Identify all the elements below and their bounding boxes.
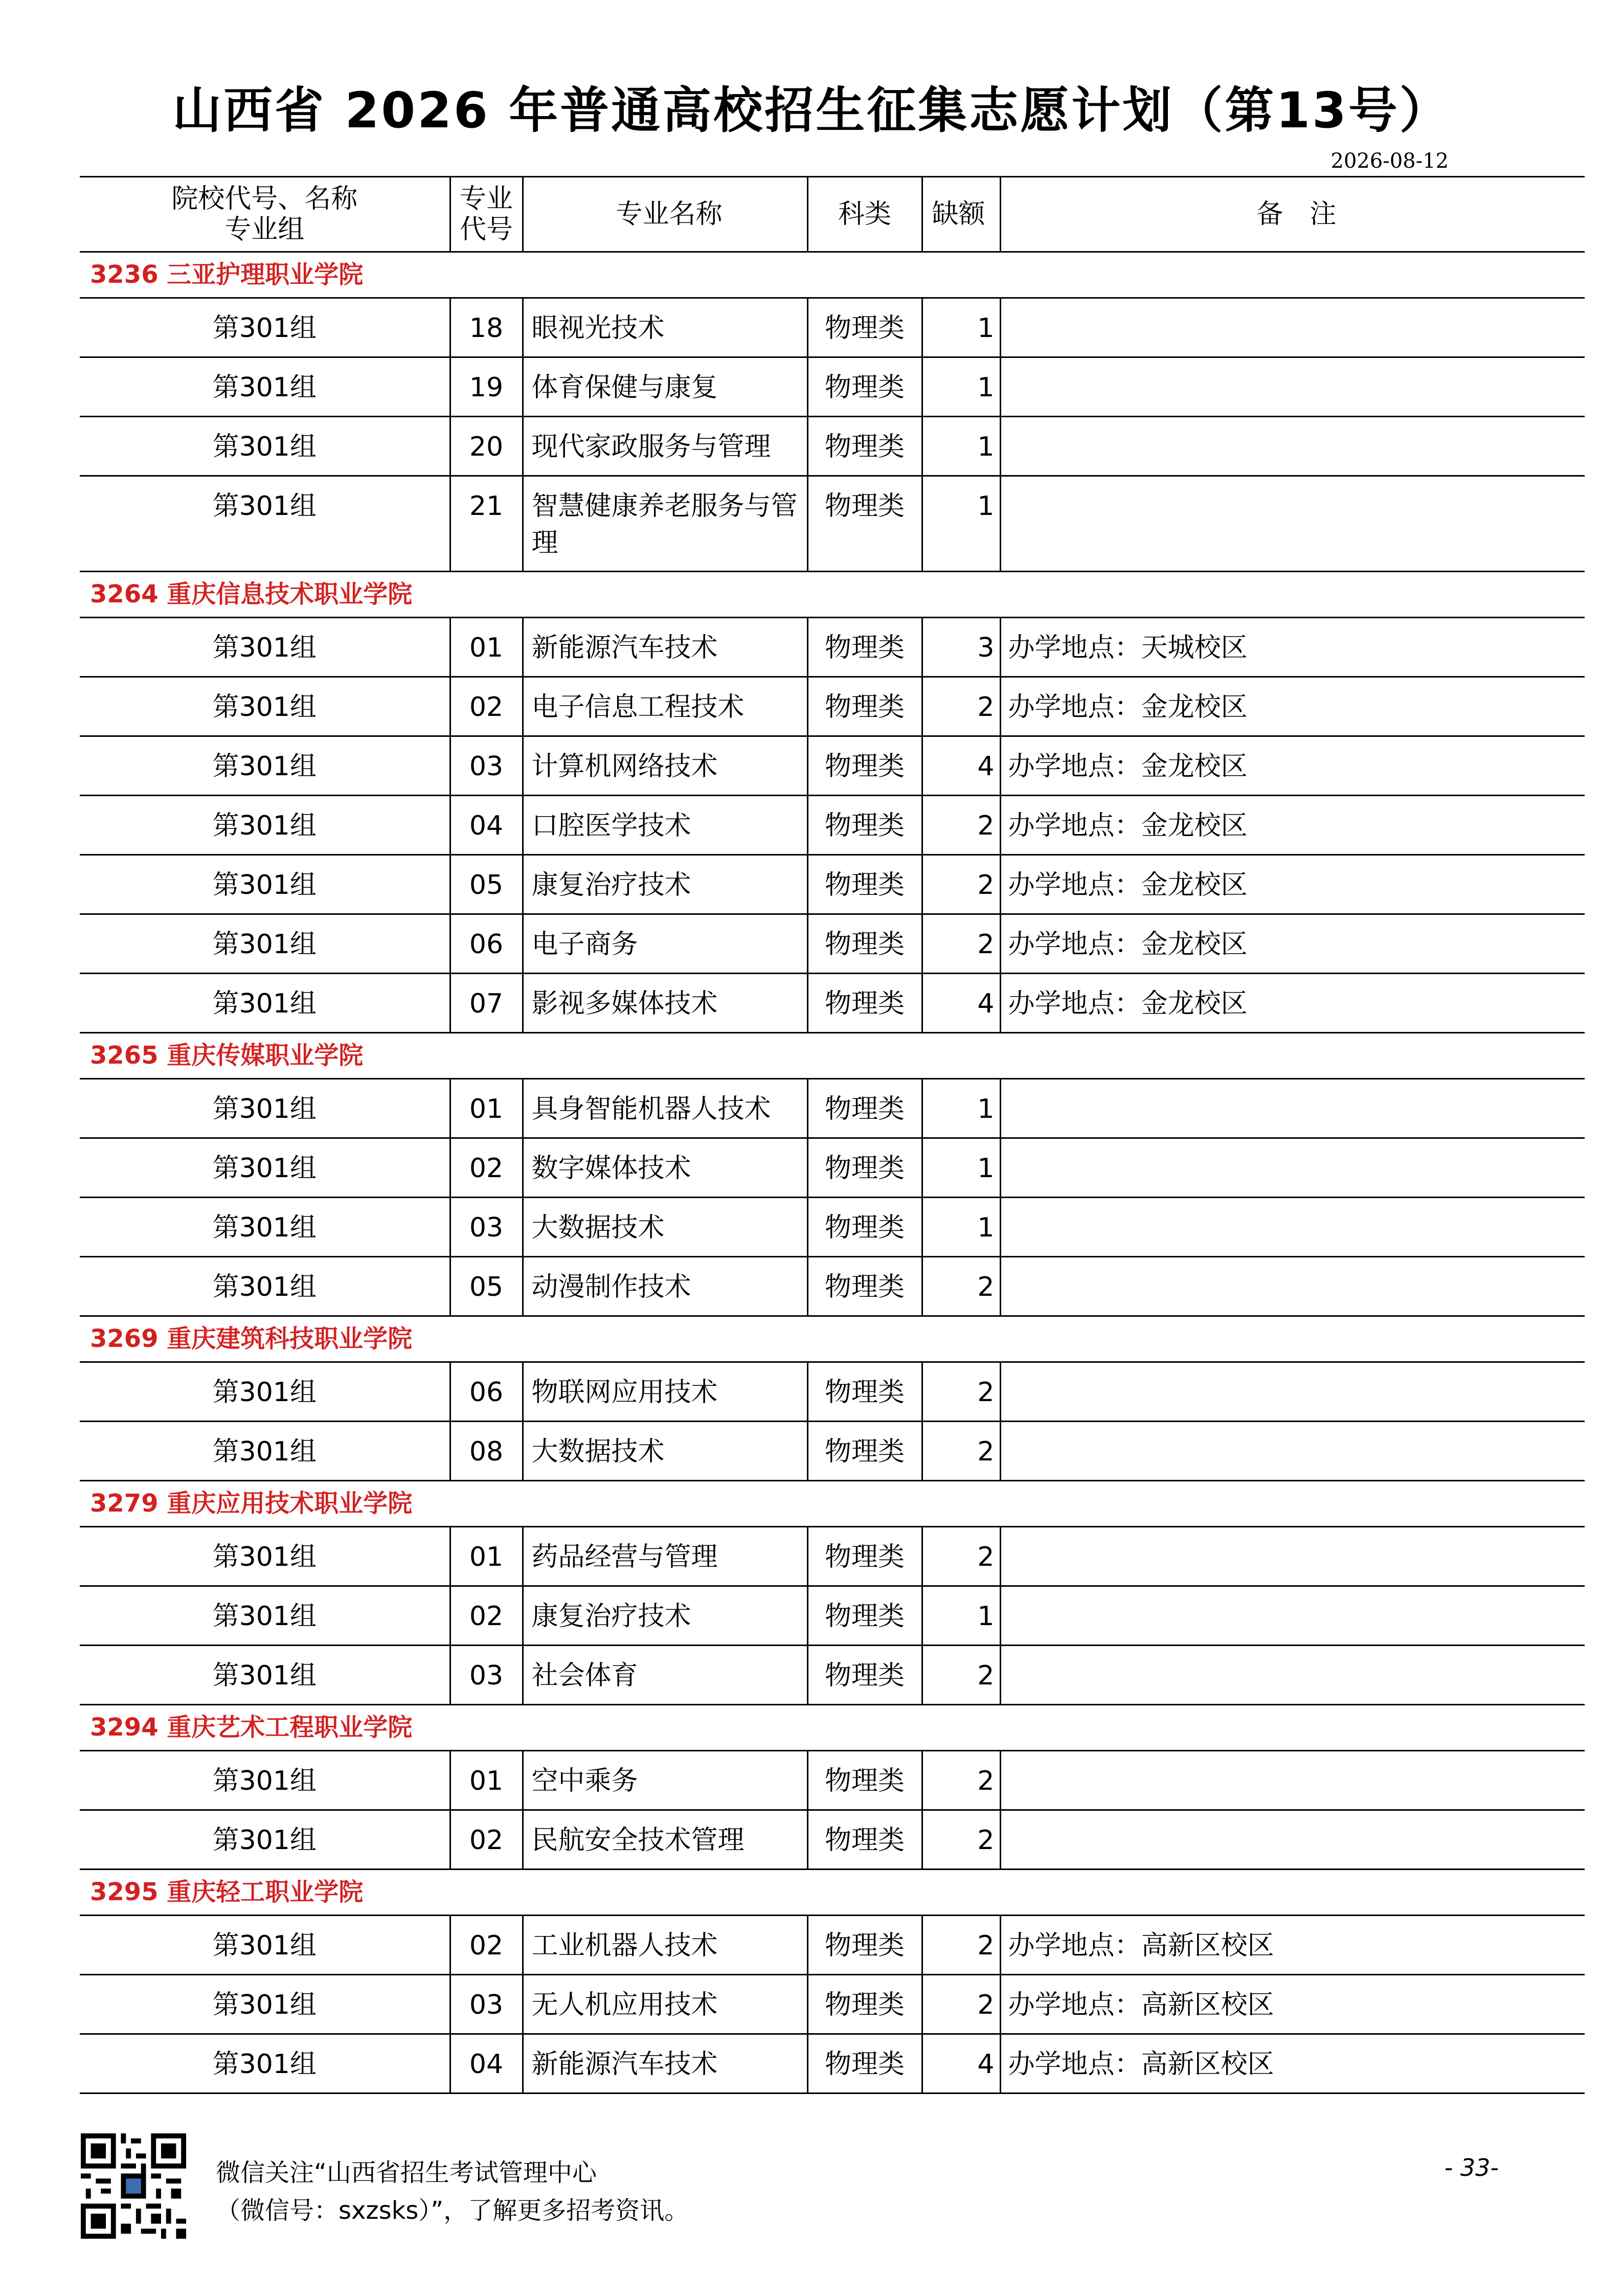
school-name: 3265 重庆传媒职业学院 (80, 1033, 1585, 1079)
cell-group: 第301组 (80, 1079, 450, 1138)
cell-code: 08 (450, 1422, 523, 1481)
cell-major: 动漫制作技术 (523, 1257, 807, 1316)
cell-category: 物理类 (807, 1646, 922, 1705)
cell-note (1000, 298, 1585, 357)
cell-code: 07 (450, 974, 523, 1033)
cell-major: 智慧健康养老服务与管理 (523, 476, 807, 572)
school-row (80, 572, 1585, 618)
cell-note (1000, 1527, 1585, 1586)
cell-note: 办学地点：金龙校区 (1000, 855, 1585, 914)
table-row (80, 736, 1585, 796)
cell-major: 体育保健与康复 (523, 357, 807, 417)
table-row (80, 855, 1585, 914)
table-row (80, 2034, 1585, 2094)
cell-category: 物理类 (807, 1916, 922, 1975)
cell-group: 第301组 (80, 1810, 450, 1870)
cell-code: 06 (450, 914, 523, 974)
cell-group: 第301组 (80, 476, 450, 572)
school-row (80, 1481, 1585, 1527)
cell-group: 第301组 (80, 1586, 450, 1646)
cell-major: 现代家政服务与管理 (523, 417, 807, 476)
table-row (80, 796, 1585, 855)
cell-category: 物理类 (807, 357, 922, 417)
cell-quota: 2 (922, 1751, 1000, 1810)
cell-quota: 2 (922, 1975, 1000, 2034)
school-name: 3279 重庆应用技术职业学院 (80, 1481, 1585, 1527)
cell-group: 第301组 (80, 1257, 450, 1316)
cell-group: 第301组 (80, 1422, 450, 1481)
cell-group: 第301组 (80, 1646, 450, 1705)
cell-group: 第301组 (80, 677, 450, 736)
table-row (80, 1138, 1585, 1198)
cell-quota: 1 (922, 1586, 1000, 1646)
cell-major: 口腔医学技术 (523, 796, 807, 855)
cell-note: 办学地点：金龙校区 (1000, 677, 1585, 736)
cell-note (1000, 1257, 1585, 1316)
cell-category: 物理类 (807, 1810, 922, 1870)
cell-quota: 2 (922, 914, 1000, 974)
cell-code: 03 (450, 1198, 523, 1257)
cell-category: 物理类 (807, 1198, 922, 1257)
cell-quota: 2 (922, 1810, 1000, 1870)
cell-note: 办学地点：高新区校区 (1000, 1975, 1585, 2034)
cell-code: 03 (450, 736, 523, 796)
table-row (80, 1810, 1585, 1870)
cell-code: 05 (450, 1257, 523, 1316)
cell-category: 物理类 (807, 1422, 922, 1481)
cell-quota: 1 (922, 357, 1000, 417)
cell-category: 物理类 (807, 1586, 922, 1646)
cell-major: 空中乘务 (523, 1751, 807, 1810)
cell-major: 无人机应用技术 (523, 1975, 807, 2034)
cell-category: 物理类 (807, 476, 922, 572)
table-row (80, 1257, 1585, 1316)
cell-major: 计算机网络技术 (523, 736, 807, 796)
school-row (80, 1033, 1585, 1079)
table-row (80, 1527, 1585, 1586)
cell-quota: 1 (922, 1138, 1000, 1198)
cell-code: 02 (450, 1586, 523, 1646)
cell-major: 新能源汽车技术 (523, 2034, 807, 2094)
footer-text (216, 2154, 689, 2230)
cell-note: 办学地点：高新区校区 (1000, 1916, 1585, 1975)
cell-group: 第301组 (80, 357, 450, 417)
cell-note: 办学地点：金龙校区 (1000, 974, 1585, 1033)
cell-code: 01 (450, 1079, 523, 1138)
cell-major: 康复治疗技术 (523, 855, 807, 914)
cell-quota: 1 (922, 1198, 1000, 1257)
cell-group: 第301组 (80, 417, 450, 476)
cell-category: 物理类 (807, 1975, 922, 2034)
cell-code: 04 (450, 796, 523, 855)
table-row (80, 1362, 1585, 1422)
cell-code: 02 (450, 1810, 523, 1870)
cell-code: 21 (450, 476, 523, 572)
table-row (80, 417, 1585, 476)
cell-note: 办学地点：金龙校区 (1000, 914, 1585, 974)
cell-note (1000, 1586, 1585, 1646)
table-row (80, 618, 1585, 677)
cell-major: 大数据技术 (523, 1422, 807, 1481)
table-row (80, 1916, 1585, 1975)
cell-code: 01 (450, 1527, 523, 1586)
footer-line-1: 微信关注“山西省招生考试管理中心 (216, 2158, 597, 2187)
cell-quota: 3 (922, 618, 1000, 677)
school-row (80, 1870, 1585, 1916)
table-row (80, 298, 1585, 357)
cell-quota: 1 (922, 1079, 1000, 1138)
cell-note (1000, 1362, 1585, 1422)
cell-group: 第301组 (80, 1362, 450, 1422)
header-note: 备 注 (1000, 177, 1585, 252)
school-name: 3294 重庆艺术工程职业学院 (80, 1705, 1585, 1751)
cell-group: 第301组 (80, 1916, 450, 1975)
cell-major: 电子信息工程技术 (523, 677, 807, 736)
cell-note: 办学地点：高新区校区 (1000, 2034, 1585, 2094)
cell-major: 药品经营与管理 (523, 1527, 807, 1586)
cell-category: 物理类 (807, 1362, 922, 1422)
cell-quota: 2 (922, 1527, 1000, 1586)
cell-category: 物理类 (807, 2034, 922, 2094)
cell-group: 第301组 (80, 914, 450, 974)
school-name: 3269 重庆建筑科技职业学院 (80, 1316, 1585, 1362)
cell-code: 06 (450, 1362, 523, 1422)
cell-major: 物联网应用技术 (523, 1362, 807, 1422)
cell-major: 数字媒体技术 (523, 1138, 807, 1198)
cell-quota: 2 (922, 677, 1000, 736)
table-row (80, 1975, 1585, 2034)
cell-quota: 1 (922, 417, 1000, 476)
cell-code: 19 (450, 357, 523, 417)
table-row (80, 1586, 1585, 1646)
cell-code: 03 (450, 1646, 523, 1705)
school-row (80, 1705, 1585, 1751)
cell-note (1000, 417, 1585, 476)
table-row (80, 1422, 1585, 1481)
table-row (80, 357, 1585, 417)
cell-quota: 2 (922, 1916, 1000, 1975)
cell-major: 新能源汽车技术 (523, 618, 807, 677)
cell-note: 办学地点：金龙校区 (1000, 796, 1585, 855)
cell-category: 物理类 (807, 974, 922, 1033)
cell-note (1000, 1198, 1585, 1257)
table-row (80, 1646, 1585, 1705)
cell-group: 第301组 (80, 974, 450, 1033)
cell-category: 物理类 (807, 796, 922, 855)
cell-category: 物理类 (807, 914, 922, 974)
page-number: - 33- (1444, 2154, 1499, 2181)
cell-quota: 2 (922, 1422, 1000, 1481)
cell-note (1000, 1751, 1585, 1810)
cell-group: 第301组 (80, 1975, 450, 2034)
cell-note: 办学地点：天城校区 (1000, 618, 1585, 677)
cell-code: 02 (450, 677, 523, 736)
table-row (80, 974, 1585, 1033)
cell-category: 物理类 (807, 677, 922, 736)
cell-quota: 4 (922, 736, 1000, 796)
cell-major: 电子商务 (523, 914, 807, 974)
table-row (80, 1079, 1585, 1138)
cell-note (1000, 1422, 1585, 1481)
table-row (80, 1751, 1585, 1810)
table-row (80, 677, 1585, 736)
cell-major: 康复治疗技术 (523, 1586, 807, 1646)
header-quota: 缺额 (922, 177, 1000, 252)
cell-quota: 2 (922, 1257, 1000, 1316)
cell-quota: 1 (922, 298, 1000, 357)
cell-major: 眼视光技术 (523, 298, 807, 357)
header-category: 科类 (807, 177, 922, 252)
cell-group: 第301组 (80, 1751, 450, 1810)
table-header (80, 177, 1585, 252)
cell-category: 物理类 (807, 1751, 922, 1810)
qr-code-icon (81, 2133, 186, 2239)
cell-code: 02 (450, 1916, 523, 1975)
page-title: 山西省 2026 年普通高校招生征集志愿计划（第13号） (172, 82, 1451, 139)
cell-category: 物理类 (807, 855, 922, 914)
cell-note: 办学地点：金龙校区 (1000, 736, 1585, 796)
cell-group: 第301组 (80, 2034, 450, 2094)
cell-major: 具身智能机器人技术 (523, 1079, 807, 1138)
cell-code: 01 (450, 618, 523, 677)
cell-code: 04 (450, 2034, 523, 2094)
cell-category: 物理类 (807, 298, 922, 357)
school-name: 3236 三亚护理职业学院 (80, 252, 1585, 298)
cell-code: 02 (450, 1138, 523, 1198)
enrollment-plan-table (80, 176, 1585, 2094)
cell-major: 社会体育 (523, 1646, 807, 1705)
cell-note (1000, 1138, 1585, 1198)
cell-group: 第301组 (80, 1527, 450, 1586)
cell-category: 物理类 (807, 618, 922, 677)
cell-quota: 2 (922, 855, 1000, 914)
cell-category: 物理类 (807, 736, 922, 796)
header-code: 专业 代号 (450, 177, 523, 252)
cell-quota: 2 (922, 1646, 1000, 1705)
header-major: 专业名称 (523, 177, 807, 252)
cell-note (1000, 476, 1585, 572)
footer-line-2: （微信号：sxzsks）”，了解更多招考资讯。 (216, 2196, 689, 2225)
cell-major: 大数据技术 (523, 1198, 807, 1257)
cell-note (1000, 1646, 1585, 1705)
cell-code: 18 (450, 298, 523, 357)
cell-major: 民航安全技术管理 (523, 1810, 807, 1870)
publish-date: 2026-08-12 (1331, 149, 1449, 173)
cell-code: 03 (450, 1975, 523, 2034)
cell-group: 第301组 (80, 1138, 450, 1198)
cell-quota: 2 (922, 796, 1000, 855)
cell-group: 第301组 (80, 618, 450, 677)
cell-note (1000, 1079, 1585, 1138)
cell-group: 第301组 (80, 298, 450, 357)
school-row (80, 252, 1585, 298)
cell-category: 物理类 (807, 1527, 922, 1586)
cell-note (1000, 1810, 1585, 1870)
cell-code: 05 (450, 855, 523, 914)
cell-quota: 2 (922, 1362, 1000, 1422)
school-row (80, 1316, 1585, 1362)
cell-note (1000, 357, 1585, 417)
cell-group: 第301组 (80, 1198, 450, 1257)
table-row (80, 476, 1585, 572)
school-name: 3295 重庆轻工职业学院 (80, 1870, 1585, 1916)
cell-category: 物理类 (807, 1079, 922, 1138)
cell-quota: 4 (922, 974, 1000, 1033)
cell-group: 第301组 (80, 736, 450, 796)
cell-code: 01 (450, 1751, 523, 1810)
cell-group: 第301组 (80, 855, 450, 914)
cell-category: 物理类 (807, 417, 922, 476)
table-row (80, 1198, 1585, 1257)
cell-quota: 4 (922, 2034, 1000, 2094)
cell-code: 20 (450, 417, 523, 476)
cell-category: 物理类 (807, 1138, 922, 1198)
cell-major: 影视多媒体技术 (523, 974, 807, 1033)
cell-quota: 1 (922, 476, 1000, 572)
cell-group: 第301组 (80, 796, 450, 855)
table-row (80, 914, 1585, 974)
school-name: 3264 重庆信息技术职业学院 (80, 572, 1585, 618)
cell-major: 工业机器人技术 (523, 1916, 807, 1975)
header-group: 院校代号、名称 专业组 (80, 177, 450, 252)
cell-category: 物理类 (807, 1257, 922, 1316)
